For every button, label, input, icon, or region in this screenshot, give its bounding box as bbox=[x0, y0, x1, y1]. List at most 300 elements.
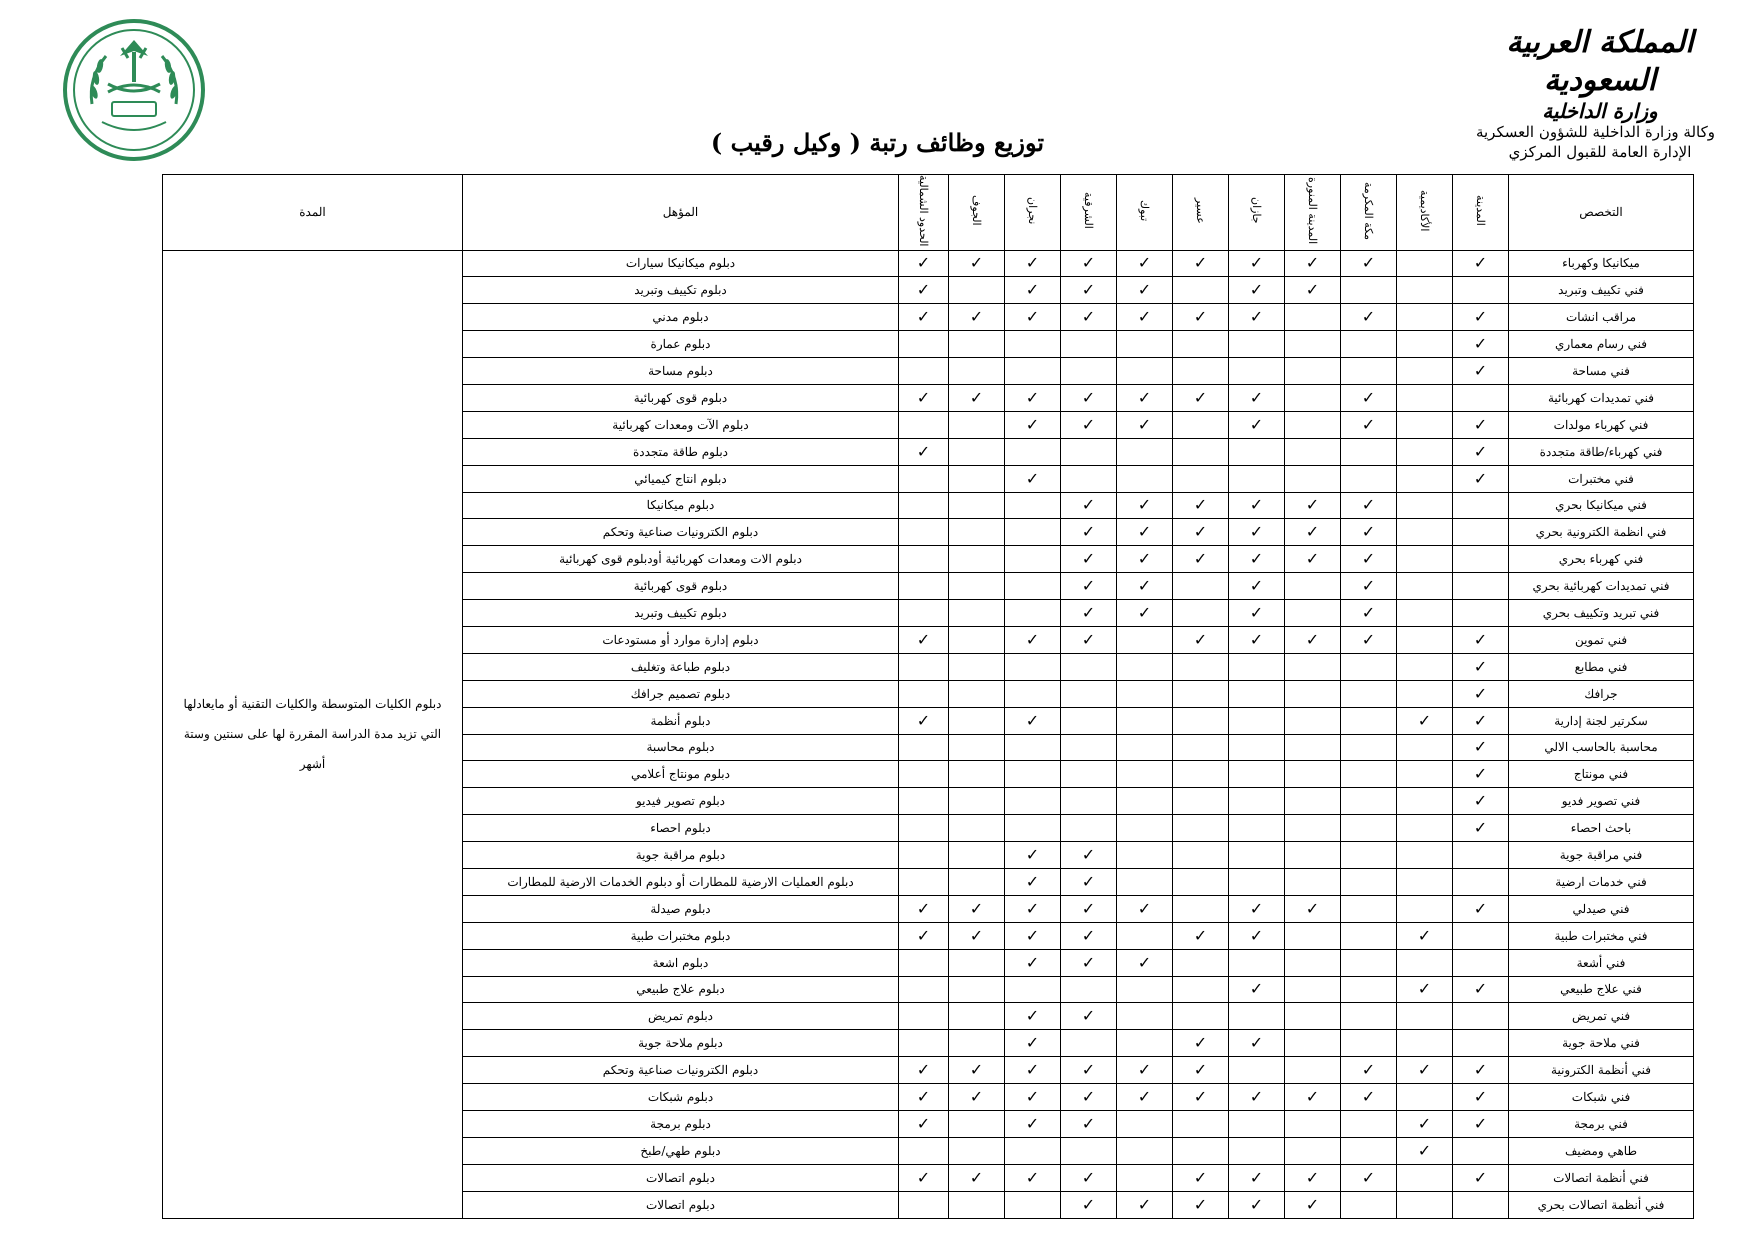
region-1-cell bbox=[1397, 1084, 1453, 1111]
region-5-cell bbox=[1173, 1164, 1229, 1191]
region-10-cell bbox=[899, 1111, 949, 1138]
region-4-cell bbox=[1229, 277, 1285, 304]
region-3-cell bbox=[1285, 438, 1341, 465]
qualification-cell: دبلوم علاج طبيعي bbox=[463, 976, 899, 1003]
check-icon: ✓ bbox=[1473, 334, 1488, 354]
region-1-cell bbox=[1397, 788, 1453, 815]
region-5-cell bbox=[1173, 922, 1229, 949]
region-3-cell bbox=[1285, 277, 1341, 304]
check-icon: ✓ bbox=[1137, 549, 1152, 569]
region-8-cell bbox=[1005, 1191, 1061, 1218]
check-icon: ✓ bbox=[1137, 414, 1152, 434]
qualification-cell: دبلوم ميكانيكا سيارات bbox=[463, 250, 899, 277]
header-region-4: جازان bbox=[1229, 175, 1285, 251]
region-10-cell bbox=[899, 788, 949, 815]
region-0-cell bbox=[1453, 1003, 1509, 1030]
region-2-cell bbox=[1341, 250, 1397, 277]
region-10-cell bbox=[899, 707, 949, 734]
region-4-cell bbox=[1229, 976, 1285, 1003]
region-0-cell bbox=[1453, 1137, 1509, 1164]
header-specialty: التخصص bbox=[1509, 175, 1694, 251]
region-8-cell bbox=[1005, 1030, 1061, 1057]
region-0-cell bbox=[1453, 842, 1509, 869]
document-title: توزيع وظائف رتبة ( وكيل رقيب ) bbox=[710, 128, 1045, 157]
check-icon: ✓ bbox=[1025, 1006, 1040, 1026]
region-8-cell bbox=[1005, 358, 1061, 385]
region-7-cell bbox=[1061, 734, 1117, 761]
region-6-cell bbox=[1117, 868, 1173, 895]
region-5-cell bbox=[1173, 1137, 1229, 1164]
region-7-cell bbox=[1061, 573, 1117, 600]
region-1-cell bbox=[1397, 1057, 1453, 1084]
check-icon: ✓ bbox=[1473, 1167, 1488, 1187]
region-2-cell bbox=[1341, 788, 1397, 815]
check-icon: ✓ bbox=[1417, 979, 1432, 999]
region-1-cell bbox=[1397, 653, 1453, 680]
region-4-cell bbox=[1229, 1164, 1285, 1191]
check-icon: ✓ bbox=[1249, 629, 1264, 649]
region-9-cell bbox=[949, 304, 1005, 331]
qualification-cell: دبلوم العمليات الارضية للمطارات أو دبلوم الخدمات الارضية للمطارات bbox=[463, 868, 899, 895]
specialty-cell: فني مختبرات طبية bbox=[1509, 922, 1694, 949]
check-icon: ✓ bbox=[1081, 576, 1096, 596]
department-name: الإدارة العامة للقبول المركزي bbox=[1508, 143, 1692, 161]
region-10-cell bbox=[899, 868, 949, 895]
check-icon: ✓ bbox=[1473, 361, 1488, 380]
check-icon: ✓ bbox=[916, 629, 931, 649]
region-3-cell bbox=[1285, 358, 1341, 385]
qualification-cell: دبلوم مختبرات طبية bbox=[463, 922, 899, 949]
region-4-cell bbox=[1229, 1084, 1285, 1111]
check-icon: ✓ bbox=[1249, 1167, 1264, 1187]
check-icon: ✓ bbox=[916, 1113, 931, 1133]
region-8-cell bbox=[1005, 842, 1061, 869]
region-6-cell bbox=[1117, 1137, 1173, 1164]
region-5-cell bbox=[1173, 653, 1229, 680]
region-9-cell bbox=[949, 949, 1005, 976]
region-4-cell bbox=[1229, 895, 1285, 922]
region-5-cell bbox=[1173, 250, 1229, 277]
region-5-cell bbox=[1173, 277, 1229, 304]
region-2-cell bbox=[1341, 1137, 1397, 1164]
qualification-cell: دبلوم الات ومعدات كهربائية أودبلوم قوى كهربائية bbox=[463, 546, 899, 573]
region-1-cell bbox=[1397, 626, 1453, 653]
region-3-cell bbox=[1285, 1191, 1341, 1218]
region-8-cell bbox=[1005, 304, 1061, 331]
region-7-cell bbox=[1061, 895, 1117, 922]
region-1-cell bbox=[1397, 976, 1453, 1003]
region-7-cell bbox=[1061, 546, 1117, 573]
region-1-cell bbox=[1397, 1191, 1453, 1218]
region-2-cell bbox=[1341, 438, 1397, 465]
specialty-cell: طاهي ومضيف bbox=[1509, 1137, 1694, 1164]
region-1-cell bbox=[1397, 465, 1453, 492]
region-3-cell bbox=[1285, 519, 1341, 546]
region-1-cell bbox=[1397, 707, 1453, 734]
qualification-cell: دبلوم تمريض bbox=[463, 1003, 899, 1030]
check-icon: ✓ bbox=[1473, 656, 1488, 676]
check-icon: ✓ bbox=[1137, 952, 1152, 972]
region-10-cell bbox=[899, 1084, 949, 1111]
region-6-cell bbox=[1117, 600, 1173, 627]
check-icon: ✓ bbox=[1193, 549, 1208, 569]
region-6-cell bbox=[1117, 895, 1173, 922]
region-9-cell bbox=[949, 734, 1005, 761]
region-3-cell bbox=[1285, 788, 1341, 815]
specialty-cell: فني انظمة الكترونية بحري bbox=[1509, 519, 1694, 546]
region-3-cell bbox=[1285, 250, 1341, 277]
region-6-cell bbox=[1117, 922, 1173, 949]
region-0-cell bbox=[1453, 573, 1509, 600]
check-icon: ✓ bbox=[1081, 952, 1096, 972]
region-8-cell bbox=[1005, 1084, 1061, 1111]
region-5-cell bbox=[1173, 546, 1229, 573]
qualification-cell: دبلوم محاسبة bbox=[463, 734, 899, 761]
region-10-cell bbox=[899, 949, 949, 976]
region-10-cell bbox=[899, 1191, 949, 1218]
specialty-cell: محاسبة بالحاسب الالي bbox=[1509, 734, 1694, 761]
region-4-cell bbox=[1229, 1191, 1285, 1218]
check-icon: ✓ bbox=[1025, 280, 1040, 300]
region-5-cell bbox=[1173, 734, 1229, 761]
region-1-cell bbox=[1397, 573, 1453, 600]
region-6-cell bbox=[1117, 277, 1173, 304]
check-icon: ✓ bbox=[1193, 495, 1208, 515]
region-0-cell bbox=[1453, 1057, 1509, 1084]
region-7-cell bbox=[1061, 1030, 1117, 1057]
region-5-cell bbox=[1173, 895, 1229, 922]
region-4-cell bbox=[1229, 384, 1285, 411]
region-7-cell bbox=[1061, 1164, 1117, 1191]
region-1-cell bbox=[1397, 546, 1453, 573]
specialty-cell: فني تبريد وتكييف بحري bbox=[1509, 600, 1694, 627]
check-icon: ✓ bbox=[969, 387, 984, 407]
region-7-cell bbox=[1061, 1111, 1117, 1138]
region-0-cell bbox=[1453, 868, 1509, 895]
check-icon: ✓ bbox=[1137, 280, 1152, 300]
region-6-cell bbox=[1117, 1164, 1173, 1191]
region-7-cell bbox=[1061, 519, 1117, 546]
region-9-cell bbox=[949, 1164, 1005, 1191]
qualification-cell: دبلوم احصاء bbox=[463, 815, 899, 842]
check-icon: ✓ bbox=[1417, 1113, 1432, 1133]
header-region-0: المدينة bbox=[1453, 175, 1509, 251]
check-icon: ✓ bbox=[916, 1060, 931, 1080]
region-2-cell bbox=[1341, 707, 1397, 734]
region-2-cell bbox=[1341, 761, 1397, 788]
header-region-3: المدينة المنورة bbox=[1285, 175, 1341, 251]
specialty-cell: فني تموين bbox=[1509, 626, 1694, 653]
region-3-cell bbox=[1285, 546, 1341, 573]
region-7-cell bbox=[1061, 1003, 1117, 1030]
qualification-cell: دبلوم قوى كهربائية bbox=[463, 384, 899, 411]
qualification-cell: دبلوم طهي/طبخ bbox=[463, 1137, 899, 1164]
region-0-cell bbox=[1453, 680, 1509, 707]
region-0-cell bbox=[1453, 546, 1509, 573]
check-icon: ✓ bbox=[1417, 1140, 1432, 1160]
check-icon: ✓ bbox=[1249, 414, 1264, 434]
qualification-cell: دبلوم قوى كهربائية bbox=[463, 573, 899, 600]
region-3-cell bbox=[1285, 573, 1341, 600]
check-icon: ✓ bbox=[969, 1060, 984, 1080]
check-icon: ✓ bbox=[1025, 1113, 1040, 1133]
region-8-cell bbox=[1005, 1003, 1061, 1030]
check-icon: ✓ bbox=[969, 925, 984, 945]
check-icon: ✓ bbox=[1305, 549, 1320, 569]
check-icon: ✓ bbox=[1025, 871, 1040, 891]
region-6-cell bbox=[1117, 546, 1173, 573]
region-2-cell bbox=[1341, 895, 1397, 922]
region-6-cell bbox=[1117, 761, 1173, 788]
check-icon: ✓ bbox=[1473, 1113, 1488, 1133]
region-5-cell bbox=[1173, 949, 1229, 976]
region-0-cell bbox=[1453, 788, 1509, 815]
region-6-cell bbox=[1117, 1084, 1173, 1111]
region-9-cell bbox=[949, 761, 1005, 788]
region-0-cell bbox=[1453, 895, 1509, 922]
region-2-cell bbox=[1341, 1003, 1397, 1030]
check-icon: ✓ bbox=[1473, 683, 1488, 703]
region-4-cell bbox=[1229, 465, 1285, 492]
region-9-cell bbox=[949, 815, 1005, 842]
check-icon: ✓ bbox=[1473, 1060, 1488, 1080]
check-icon: ✓ bbox=[1249, 280, 1264, 300]
region-0-cell bbox=[1453, 519, 1509, 546]
specialty-cell: فني رسام معماري bbox=[1509, 331, 1694, 358]
region-9-cell bbox=[949, 1084, 1005, 1111]
region-5-cell bbox=[1173, 626, 1229, 653]
region-5-cell bbox=[1173, 815, 1229, 842]
region-2-cell bbox=[1341, 1164, 1397, 1191]
specialty-cell: فني مراقبة جوية bbox=[1509, 842, 1694, 869]
region-4-cell bbox=[1229, 707, 1285, 734]
region-1-cell bbox=[1397, 250, 1453, 277]
specialty-cell: فني كهرباء بحري bbox=[1509, 546, 1694, 573]
region-9-cell bbox=[949, 1111, 1005, 1138]
region-4-cell bbox=[1229, 761, 1285, 788]
region-2-cell bbox=[1341, 815, 1397, 842]
region-9-cell bbox=[949, 680, 1005, 707]
qualification-cell: دبلوم مساحة bbox=[463, 358, 899, 385]
header-region-9: الجوف bbox=[949, 175, 1005, 251]
region-1-cell bbox=[1397, 277, 1453, 304]
region-7-cell bbox=[1061, 277, 1117, 304]
qualification-cell: دبلوم تصميم جرافك bbox=[463, 680, 899, 707]
region-3-cell bbox=[1285, 922, 1341, 949]
region-2-cell bbox=[1341, 546, 1397, 573]
region-10-cell bbox=[899, 546, 949, 573]
check-icon: ✓ bbox=[1249, 253, 1264, 273]
region-5-cell bbox=[1173, 573, 1229, 600]
check-icon: ✓ bbox=[1305, 898, 1320, 918]
specialty-cell: فني خدمات ارضية bbox=[1509, 868, 1694, 895]
agency-name: وكالة وزارة الداخلية للشؤون العسكرية bbox=[1475, 123, 1715, 141]
check-icon: ✓ bbox=[1473, 629, 1488, 649]
check-icon: ✓ bbox=[969, 1087, 984, 1107]
region-0-cell bbox=[1453, 653, 1509, 680]
region-0-cell bbox=[1453, 734, 1509, 761]
region-5-cell bbox=[1173, 600, 1229, 627]
region-6-cell bbox=[1117, 465, 1173, 492]
check-icon: ✓ bbox=[1025, 387, 1040, 407]
specialty-cell: باحث احصاء bbox=[1509, 815, 1694, 842]
check-icon: ✓ bbox=[1137, 522, 1152, 542]
region-10-cell bbox=[899, 277, 949, 304]
region-1-cell bbox=[1397, 868, 1453, 895]
region-6-cell bbox=[1117, 949, 1173, 976]
qualification-cell: دبلوم مراقبة جوية bbox=[463, 842, 899, 869]
check-icon: ✓ bbox=[1473, 764, 1488, 784]
region-10-cell bbox=[899, 492, 949, 519]
region-1-cell bbox=[1397, 1137, 1453, 1164]
region-3-cell bbox=[1285, 895, 1341, 922]
specialty-cell: مراقب انشات bbox=[1509, 304, 1694, 331]
region-6-cell bbox=[1117, 1111, 1173, 1138]
qualification-cell: دبلوم برمجة bbox=[463, 1111, 899, 1138]
check-icon: ✓ bbox=[1361, 387, 1376, 407]
specialty-cell: فني مختبرات bbox=[1509, 465, 1694, 492]
region-7-cell bbox=[1061, 384, 1117, 411]
qualification-cell: دبلوم ميكانيكا bbox=[463, 492, 899, 519]
check-icon: ✓ bbox=[1081, 1113, 1096, 1133]
region-9-cell bbox=[949, 465, 1005, 492]
duration-text: دبلوم الكليات المتوسطة والكليات التقنية أو مايعادلها التي تزيد مدة الدراسة المقررة لها على سنتين وستة أشهر bbox=[183, 697, 442, 772]
region-7-cell bbox=[1061, 707, 1117, 734]
region-3-cell bbox=[1285, 411, 1341, 438]
region-9-cell bbox=[949, 626, 1005, 653]
check-icon: ✓ bbox=[1249, 603, 1264, 623]
header-region-6: تبوك bbox=[1117, 175, 1173, 251]
region-2-cell bbox=[1341, 626, 1397, 653]
region-7-cell bbox=[1061, 922, 1117, 949]
region-5-cell bbox=[1173, 707, 1229, 734]
region-5-cell bbox=[1173, 438, 1229, 465]
qualification-cell: دبلوم مونتاج أعلامي bbox=[463, 761, 899, 788]
region-3-cell bbox=[1285, 304, 1341, 331]
check-icon: ✓ bbox=[1361, 629, 1376, 649]
check-icon: ✓ bbox=[1473, 710, 1488, 730]
region-1-cell bbox=[1397, 411, 1453, 438]
region-3-cell bbox=[1285, 1030, 1341, 1057]
specialty-cell: فني مونتاج bbox=[1509, 761, 1694, 788]
region-3-cell bbox=[1285, 1137, 1341, 1164]
region-3-cell bbox=[1285, 815, 1341, 842]
region-9-cell bbox=[949, 1030, 1005, 1057]
check-icon: ✓ bbox=[916, 307, 931, 327]
region-9-cell bbox=[949, 707, 1005, 734]
region-2-cell bbox=[1341, 573, 1397, 600]
region-5-cell bbox=[1173, 868, 1229, 895]
check-icon: ✓ bbox=[1417, 1060, 1432, 1080]
check-icon: ✓ bbox=[1193, 1167, 1208, 1187]
header-region-5: عسير bbox=[1173, 175, 1229, 251]
region-1-cell bbox=[1397, 761, 1453, 788]
region-0-cell bbox=[1453, 815, 1509, 842]
check-icon: ✓ bbox=[1473, 468, 1488, 488]
region-10-cell bbox=[899, 1137, 949, 1164]
region-2-cell bbox=[1341, 304, 1397, 331]
check-icon: ✓ bbox=[1361, 414, 1376, 434]
check-icon: ✓ bbox=[1305, 253, 1320, 273]
qualification-cell: دبلوم تكييف وتبريد bbox=[463, 277, 899, 304]
specialty-cell: فني علاج طبيعي bbox=[1509, 976, 1694, 1003]
check-icon: ✓ bbox=[969, 307, 984, 327]
region-4-cell bbox=[1229, 438, 1285, 465]
region-7-cell bbox=[1061, 976, 1117, 1003]
region-10-cell bbox=[899, 438, 949, 465]
region-10-cell bbox=[899, 411, 949, 438]
specialty-cell: فني أشعة bbox=[1509, 949, 1694, 976]
region-0-cell bbox=[1453, 331, 1509, 358]
check-icon: ✓ bbox=[1305, 1194, 1320, 1214]
check-icon: ✓ bbox=[916, 710, 931, 730]
check-icon: ✓ bbox=[1473, 737, 1488, 757]
duration-cell bbox=[163, 250, 463, 1218]
qualification-cell: دبلوم اتصالات bbox=[463, 1191, 899, 1218]
region-7-cell bbox=[1061, 1137, 1117, 1164]
region-3-cell bbox=[1285, 1111, 1341, 1138]
region-3-cell bbox=[1285, 1003, 1341, 1030]
qualification-cell: دبلوم شبكات bbox=[463, 1084, 899, 1111]
region-6-cell bbox=[1117, 1030, 1173, 1057]
specialty-cell: فني صيدلي bbox=[1509, 895, 1694, 922]
region-3-cell bbox=[1285, 331, 1341, 358]
region-10-cell bbox=[899, 680, 949, 707]
region-3-cell bbox=[1285, 384, 1341, 411]
qualification-cell: دبلوم انتاج كيميائي bbox=[463, 465, 899, 492]
region-8-cell bbox=[1005, 976, 1061, 1003]
check-icon: ✓ bbox=[1249, 549, 1264, 569]
region-10-cell bbox=[899, 573, 949, 600]
qualification-cell: دبلوم صيدلة bbox=[463, 895, 899, 922]
region-2-cell bbox=[1341, 1057, 1397, 1084]
region-5-cell bbox=[1173, 680, 1229, 707]
check-icon: ✓ bbox=[1249, 495, 1264, 515]
region-9-cell bbox=[949, 519, 1005, 546]
region-9-cell bbox=[949, 573, 1005, 600]
check-icon: ✓ bbox=[1081, 1194, 1096, 1214]
table-header-row bbox=[163, 175, 1694, 251]
check-icon: ✓ bbox=[1025, 307, 1040, 327]
region-2-cell bbox=[1341, 976, 1397, 1003]
check-icon: ✓ bbox=[1137, 898, 1152, 918]
check-icon: ✓ bbox=[1081, 1087, 1096, 1107]
region-1-cell bbox=[1397, 922, 1453, 949]
check-icon: ✓ bbox=[1361, 253, 1376, 273]
check-icon: ✓ bbox=[1025, 898, 1040, 918]
region-8-cell bbox=[1005, 1111, 1061, 1138]
check-icon: ✓ bbox=[1193, 629, 1208, 649]
check-icon: ✓ bbox=[1249, 898, 1264, 918]
region-4-cell bbox=[1229, 1137, 1285, 1164]
region-2-cell bbox=[1341, 922, 1397, 949]
check-icon: ✓ bbox=[1025, 925, 1040, 945]
specialty-cell: فني شبكات bbox=[1509, 1084, 1694, 1111]
header-region-7: الشرقية bbox=[1061, 175, 1117, 251]
region-1-cell bbox=[1397, 384, 1453, 411]
specialty-cell: ميكانيكا وكهرباء bbox=[1509, 250, 1694, 277]
region-1-cell bbox=[1397, 438, 1453, 465]
region-6-cell bbox=[1117, 680, 1173, 707]
region-9-cell bbox=[949, 277, 1005, 304]
check-icon: ✓ bbox=[1193, 387, 1208, 407]
region-0-cell bbox=[1453, 761, 1509, 788]
check-icon: ✓ bbox=[1081, 1167, 1096, 1187]
specialty-cell: فني برمجة bbox=[1509, 1111, 1694, 1138]
region-2-cell bbox=[1341, 331, 1397, 358]
check-icon: ✓ bbox=[1081, 307, 1096, 327]
check-icon: ✓ bbox=[916, 441, 931, 461]
